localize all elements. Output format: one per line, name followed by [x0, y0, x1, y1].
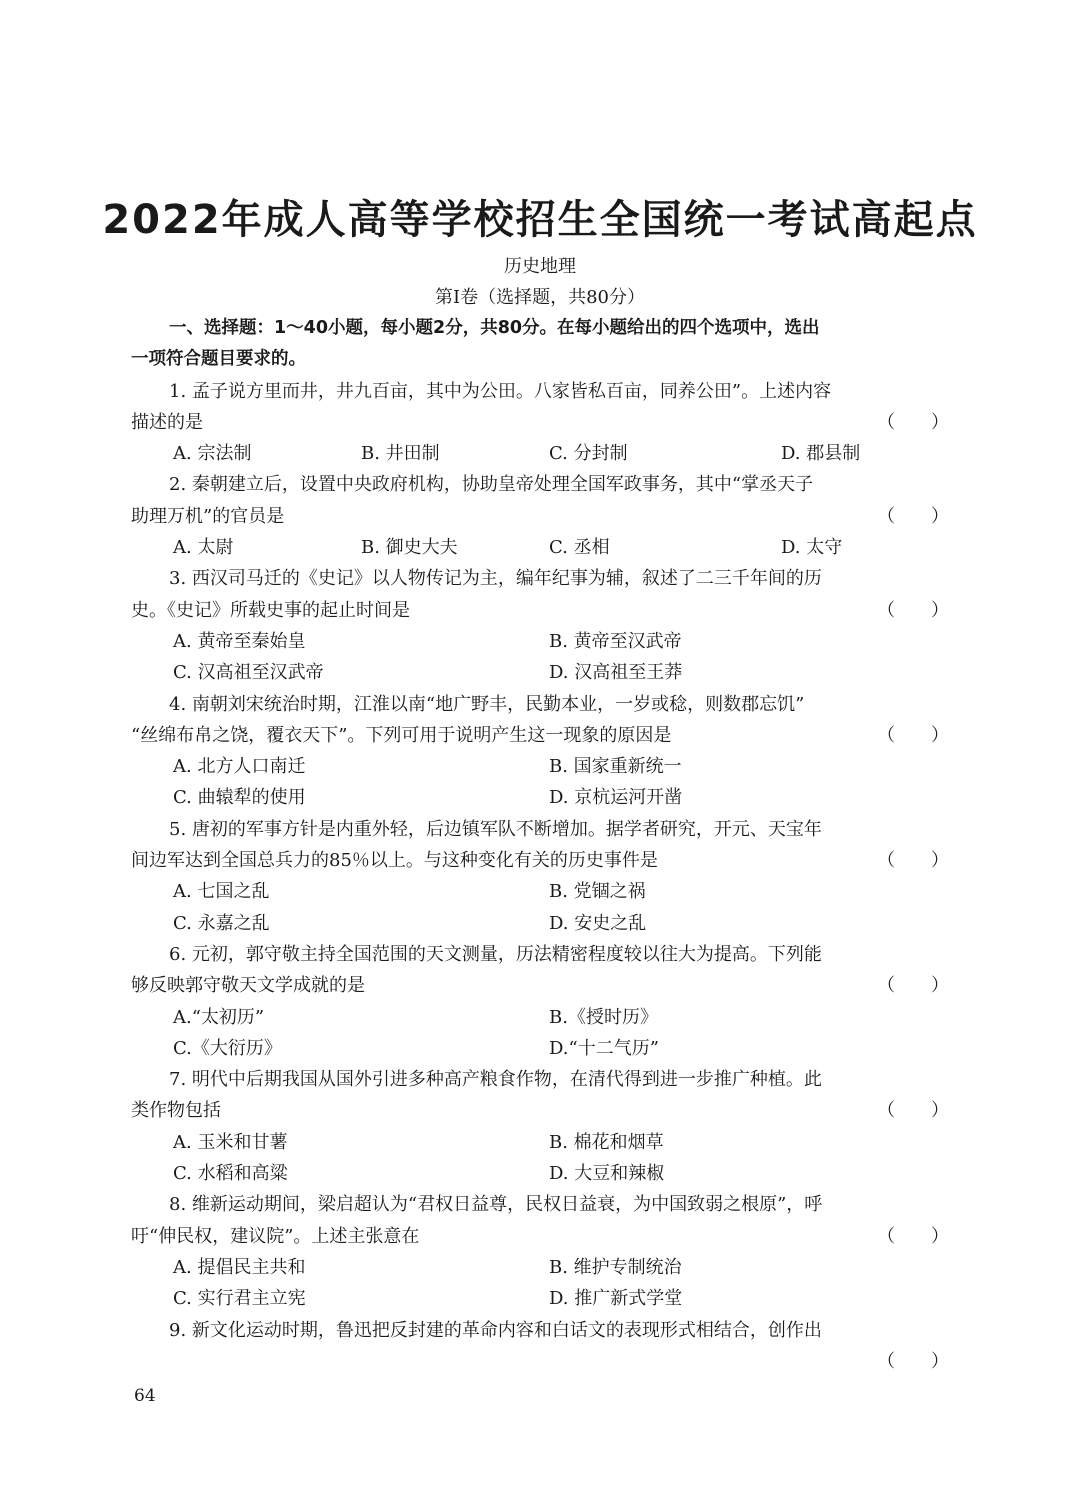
option-c: C. 曲辕犁的使用 — [173, 787, 306, 809]
option-b: B. 御史大夫 — [361, 537, 458, 559]
question-5-options-row1 — [131, 876, 949, 907]
stem-text: “丝绵布帛之饶，覆衣天下”。下列可用于说明产生这一现象的原因是 — [131, 724, 672, 746]
question-3-stem-cont — [131, 595, 949, 626]
question-2-options — [131, 532, 949, 563]
question-7-options-row1 — [131, 1127, 949, 1158]
option-d: D.“十二气历” — [549, 1037, 659, 1059]
stem-text: 类作物包括 — [131, 1100, 221, 1122]
option-a: A. 提倡民主共和 — [173, 1256, 306, 1278]
answer-blank: （ ） — [877, 505, 949, 527]
stem-text: 够反映郭守敬天文学成就的是 — [131, 975, 365, 997]
section-instruction-cont: 一项符合题目要求的。 — [131, 349, 306, 370]
option-a: A. 宗法制 — [173, 443, 252, 465]
question-5-stem: 5. 唐初的军事方针是内重外轻，后边镇军队不断增加。据学者研究，开元、天宝年 — [169, 818, 822, 840]
option-c: C. 永嘉之乱 — [173, 912, 270, 934]
answer-blank: （ ） — [877, 599, 949, 621]
question-6-options-row2 — [131, 1033, 949, 1064]
option-b: B. 黄帝至汉武帝 — [549, 630, 682, 652]
volume-heading: 第Ⅰ卷（选择题，共80分） — [434, 287, 645, 308]
option-d: D. 太守 — [781, 537, 843, 559]
option-b: B. 维护专制统治 — [549, 1256, 682, 1278]
question-4-stem-cont — [131, 720, 949, 751]
option-c: C. 实行君主立宪 — [173, 1288, 306, 1310]
question-9-stem-cont — [131, 1346, 949, 1377]
question-1-options — [131, 438, 949, 469]
option-a: A. 黄帝至秦始皇 — [173, 630, 306, 652]
question-2-stem: 2. 秦朝建立后，设置中央政府机构，协助皇帝处理全国军政事务，其中“掌丞天子 — [169, 474, 814, 496]
question-6-stem-cont — [131, 970, 949, 1001]
question-6-options-row1 — [131, 1002, 949, 1033]
question-9-stem: 9. 新文化运动时期，鲁迅把反封建的革命内容和白话文的表现形式相结合，创作出 — [169, 1319, 822, 1341]
option-a: A.“太初历” — [173, 1006, 265, 1028]
question-8-options-row2 — [131, 1283, 949, 1314]
answer-blank: （ ） — [877, 975, 949, 997]
question-6-stem: 6. 元初，郭守敬主持全国范围的天文测量，历法精密程度较以往大为提高。下列能 — [169, 943, 822, 965]
option-d: D. 京杭运河开凿 — [549, 787, 683, 809]
question-7-options-row2 — [131, 1158, 949, 1189]
question-4-options-row2 — [131, 782, 949, 813]
option-b: B. 国家重新统一 — [549, 756, 682, 778]
answer-blank: （ ） — [877, 1100, 949, 1122]
option-c: C. 水稻和高粱 — [173, 1163, 288, 1185]
option-a: A. 北方人口南迁 — [173, 756, 306, 778]
question-7-stem-cont — [131, 1095, 949, 1126]
question-1-stem: 1. 孟子说方里而井，井九百亩，其中为公田。八家皆私百亩，同养公田”。上述内容 — [169, 380, 832, 402]
option-d: D. 郡县制 — [781, 443, 861, 465]
question-3-options-row2 — [131, 657, 949, 688]
question-4-options-row1 — [131, 751, 949, 782]
question-4-stem: 4. 南朝刘宋统治时期，江淮以南“地广野丰，民勤本业，一岁或稔，则数郡忘饥” — [169, 693, 805, 715]
answer-blank: （ ） — [877, 1350, 949, 1372]
option-a: A. 太尉 — [173, 537, 234, 559]
exam-subject: 历史地理 — [504, 256, 576, 277]
exam-content — [131, 313, 949, 1377]
option-c: C. 汉高祖至汉武帝 — [173, 662, 324, 684]
answer-blank: （ ） — [877, 850, 949, 872]
option-d: D. 汉高祖至王莽 — [549, 662, 683, 684]
answer-blank: （ ） — [877, 724, 949, 746]
answer-blank: （ ） — [877, 1225, 949, 1247]
answer-blank: （ ） — [877, 411, 949, 433]
stem-text: 助理万机”的官员是 — [131, 505, 285, 527]
option-d: D. 安史之乱 — [549, 912, 647, 934]
option-d: D. 推广新式学堂 — [549, 1288, 683, 1310]
option-d: D. 大豆和辣椒 — [549, 1163, 665, 1185]
option-b: B. 棉花和烟草 — [549, 1131, 664, 1153]
question-8-stem: 8. 维新运动期间，梁启超认为“君权日益尊，民权日益衰，为中国致弱之根原”，呼 — [169, 1194, 823, 1216]
option-b: B. 井田制 — [361, 443, 440, 465]
question-8-stem-cont — [131, 1221, 949, 1252]
stem-text: 吁“伸民权，建议院”。上述主张意在 — [131, 1225, 420, 1247]
question-3-options-row1 — [131, 626, 949, 657]
option-c: C.《大衍历》 — [173, 1037, 282, 1059]
question-2-stem-cont — [131, 501, 949, 532]
option-c: C. 丞相 — [549, 537, 610, 559]
question-5-options-row2 — [131, 908, 949, 939]
page-title: 2022年成人高等学校招生全国统一考试高起点 — [102, 197, 978, 243]
option-c: C. 分封制 — [549, 443, 628, 465]
option-a: A. 玉米和甘薯 — [173, 1131, 288, 1153]
question-1-stem-cont — [131, 407, 949, 438]
option-a: A. 七国之乱 — [173, 881, 270, 903]
option-b: B. 党锢之祸 — [549, 881, 646, 903]
section-instruction: 一、选择题：1～40小题，每小题2分，共80分。在每小题给出的四个选项中，选出 — [169, 318, 820, 338]
stem-text: 史。《史记》所载史事的起止时间是 — [131, 599, 410, 621]
question-8-options-row1 — [131, 1252, 949, 1283]
question-3-stem: 3. 西汉司马迁的《史记》以人物传记为主，编年纪事为辅，叙述了二三千年间的历 — [169, 568, 822, 590]
stem-text: 描述的是 — [131, 411, 203, 433]
page-number: 64 — [134, 1386, 156, 1406]
question-5-stem-cont — [131, 845, 949, 876]
stem-text: 间边军达到全国总兵力的85％以上。与这种变化有关的历史事件是 — [131, 850, 658, 872]
question-7-stem: 7. 明代中后期我国从国外引进多种高产粮食作物，在清代得到进一步推广种植。此 — [169, 1069, 822, 1091]
option-b: B.《授时历》 — [549, 1006, 658, 1028]
